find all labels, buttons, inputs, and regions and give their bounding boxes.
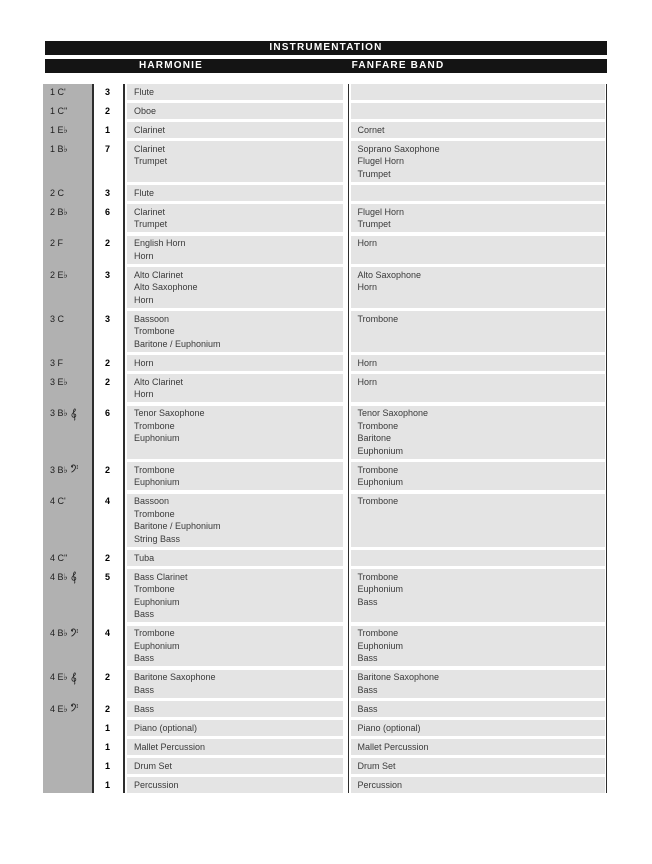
pitch-label: 1 C'' bbox=[50, 105, 68, 116]
table-row bbox=[43, 311, 608, 352]
pitch-label: 4 E♭ bbox=[50, 703, 68, 714]
instrument-name: Mallet Percussion bbox=[357, 741, 429, 752]
table-row bbox=[43, 494, 608, 547]
pitch-label-cell bbox=[43, 494, 92, 547]
pitch-label-cell bbox=[43, 204, 92, 232]
pitch-label-cell bbox=[43, 758, 92, 774]
instrument-name: Alto Saxophone bbox=[134, 282, 198, 292]
instrument-name: English Horn bbox=[134, 238, 186, 248]
pitch-label-cell bbox=[43, 311, 92, 352]
instrument-name: Clarinet bbox=[134, 143, 166, 154]
part-count: 1 bbox=[105, 741, 111, 752]
page-title: INSTRUMENTATION bbox=[269, 42, 383, 53]
table-row bbox=[43, 462, 608, 490]
pitch-label-cell bbox=[43, 355, 92, 371]
part-count: 3 bbox=[105, 269, 111, 280]
harmonie-cell bbox=[127, 462, 343, 490]
instrument-name: Clarinet bbox=[134, 206, 166, 217]
instrument-name: Percussion bbox=[134, 779, 179, 790]
table-row bbox=[43, 84, 608, 100]
part-count: 6 bbox=[105, 206, 111, 217]
pitch-label: 3 F bbox=[50, 357, 64, 368]
fanfare-cell bbox=[351, 236, 605, 264]
table-row bbox=[43, 777, 608, 793]
instrument-name: Drum Set bbox=[134, 760, 173, 771]
fanfare-cell bbox=[351, 494, 605, 547]
harmonie-cell bbox=[127, 758, 343, 774]
instrument-name: Bass bbox=[357, 703, 378, 714]
part-count: 6 bbox=[105, 408, 111, 418]
instrument-name: Baritone / Euphonium bbox=[134, 338, 221, 349]
table-row bbox=[43, 374, 608, 402]
instrument-name: Piano (optional) bbox=[134, 722, 198, 733]
instrument-name: Euphonium bbox=[134, 433, 180, 443]
instrument-name: Horn bbox=[134, 357, 154, 368]
pitch-label: 2 B♭ bbox=[50, 206, 68, 217]
instrument-name: Tuba bbox=[134, 552, 155, 563]
part-count: 4 bbox=[105, 496, 111, 506]
fanfare-cell bbox=[351, 626, 605, 667]
part-count: 2 bbox=[105, 376, 111, 387]
instrument-name: Trombone bbox=[357, 628, 399, 638]
instrument-name: Trombone bbox=[134, 628, 175, 638]
instrument-name: Trumpet bbox=[357, 168, 391, 179]
part-count: 1 bbox=[105, 722, 111, 733]
instrument-name: Bass bbox=[357, 684, 378, 695]
table-row bbox=[43, 236, 608, 264]
instrument-name: Soprano Saxophone bbox=[357, 143, 440, 154]
instrument-name: Horn bbox=[357, 282, 378, 292]
pitch-label: 2 F bbox=[50, 238, 64, 248]
table-row bbox=[43, 569, 608, 622]
instrument-name: Trumpet bbox=[134, 156, 168, 166]
table-row bbox=[43, 122, 608, 138]
column-header-fanfare: FANFARE BAND bbox=[351, 60, 445, 71]
instrument-name: Piano (optional) bbox=[357, 722, 421, 733]
instrument-name: Bass bbox=[357, 596, 378, 607]
pitch-label-cell bbox=[43, 720, 92, 736]
pitch-label: 4 B♭ bbox=[50, 571, 68, 582]
harmonie-cell bbox=[127, 84, 343, 100]
part-count: 2 bbox=[105, 357, 111, 368]
harmonie-cell bbox=[127, 267, 343, 308]
harmonie-cell bbox=[127, 777, 343, 793]
instrument-name: Baritone Saxophone bbox=[134, 672, 216, 682]
pitch-label: 3 B♭ bbox=[50, 464, 68, 475]
instrument-name: Euphonium bbox=[357, 477, 404, 487]
instrument-name: Euphonium bbox=[134, 596, 180, 607]
pitch-label: 4 C'' bbox=[50, 552, 68, 563]
bass-clef-icon bbox=[70, 703, 79, 712]
fanfare-cell bbox=[351, 550, 605, 566]
instrument-name: Horn bbox=[134, 250, 154, 261]
instrument-name: Horn bbox=[357, 238, 378, 248]
instrument-name: Trombone bbox=[134, 584, 175, 594]
pitch-label: 3 C bbox=[50, 313, 65, 324]
treble-clef-icon bbox=[70, 571, 77, 584]
fanfare-cell bbox=[351, 777, 605, 793]
harmonie-cell bbox=[127, 406, 343, 459]
pitch-label: 1 C' bbox=[50, 86, 66, 97]
part-count: 5 bbox=[105, 571, 111, 582]
instrument-name: Drum Set bbox=[357, 760, 396, 771]
table-row bbox=[43, 670, 608, 698]
pitch-label-cell bbox=[43, 701, 92, 717]
instrument-name: Horn bbox=[134, 294, 154, 305]
instrument-name: Baritone bbox=[357, 433, 392, 443]
instrument-name: Baritone Saxophone bbox=[357, 672, 440, 682]
fanfare-cell bbox=[351, 355, 605, 371]
pitch-label: 2 E♭ bbox=[50, 269, 68, 280]
treble-clef-icon bbox=[70, 408, 77, 421]
bass-clef-icon bbox=[70, 628, 79, 637]
table-row bbox=[43, 103, 608, 119]
instrument-name: Clarinet bbox=[134, 124, 166, 135]
harmonie-cell bbox=[127, 550, 343, 566]
fanfare-cell bbox=[351, 406, 605, 459]
pitch-label: 4 E♭ bbox=[50, 672, 68, 682]
part-count: 2 bbox=[105, 703, 111, 714]
pitch-label-cell bbox=[43, 462, 92, 490]
table-row bbox=[43, 267, 608, 308]
harmonie-cell bbox=[127, 670, 343, 698]
fanfare-cell bbox=[351, 758, 605, 774]
harmonie-cell bbox=[127, 185, 343, 201]
instrument-name: Trumpet bbox=[357, 219, 391, 229]
instrument-name: Trombone bbox=[357, 571, 399, 582]
instrument-name: Flute bbox=[134, 86, 155, 97]
pitch-label-cell bbox=[43, 267, 92, 308]
fanfare-cell bbox=[351, 701, 605, 717]
table-row bbox=[43, 406, 608, 459]
fanfare-cell bbox=[351, 462, 605, 490]
part-count: 2 bbox=[105, 464, 111, 475]
table-row bbox=[43, 204, 608, 232]
instrument-name: Trombone bbox=[357, 464, 399, 475]
harmonie-cell bbox=[127, 141, 343, 182]
instrument-name: String Bass bbox=[134, 533, 181, 544]
harmonie-cell bbox=[127, 122, 343, 138]
instrumentation-table bbox=[43, 84, 608, 793]
harmonie-cell bbox=[127, 311, 343, 352]
part-count: 1 bbox=[105, 124, 111, 135]
bass-clef-icon bbox=[70, 464, 79, 473]
fanfare-cell bbox=[351, 569, 605, 622]
pitch-label: 4 C' bbox=[50, 496, 66, 506]
instrument-name: Alto Clarinet bbox=[134, 376, 184, 387]
instrument-name: Bass bbox=[134, 609, 155, 619]
pitch-label-cell bbox=[43, 670, 92, 698]
fanfare-cell bbox=[351, 185, 605, 201]
harmonie-cell bbox=[127, 720, 343, 736]
pitch-label-cell bbox=[43, 122, 92, 138]
instrument-name: Trumpet bbox=[134, 219, 168, 229]
instrument-name: Mallet Percussion bbox=[134, 741, 206, 752]
pitch-label-cell bbox=[43, 141, 92, 182]
pitch-label-cell bbox=[43, 626, 92, 667]
pitch-label: 4 B♭ bbox=[50, 628, 68, 638]
part-count: 3 bbox=[105, 187, 111, 198]
table-row bbox=[43, 550, 608, 566]
instrument-name: Trombone bbox=[134, 420, 175, 431]
instrument-name: Bass bbox=[134, 653, 155, 663]
instrument-name: Horn bbox=[357, 357, 378, 368]
instrument-name: Trombone bbox=[134, 326, 175, 336]
pitch-label-cell bbox=[43, 406, 92, 459]
pitch-label-cell bbox=[43, 569, 92, 622]
instrument-name: Trombone bbox=[357, 420, 399, 431]
column-header-harmonie: HARMONIE bbox=[138, 60, 204, 71]
table-row bbox=[43, 701, 608, 717]
pitch-label: 3 E♭ bbox=[50, 376, 68, 387]
instrument-name: Euphonium bbox=[357, 445, 404, 456]
fanfare-cell bbox=[351, 311, 605, 352]
table-row bbox=[43, 355, 608, 371]
table-row bbox=[43, 626, 608, 667]
instrument-name: Trombone bbox=[134, 508, 175, 519]
harmonie-cell bbox=[127, 626, 343, 667]
harmonie-cell bbox=[127, 701, 343, 717]
column-header-bar bbox=[45, 59, 607, 73]
instrument-name: Euphonium bbox=[134, 477, 180, 487]
instrument-name: Euphonium bbox=[134, 640, 180, 651]
table-row bbox=[43, 185, 608, 201]
instrument-name: Bass bbox=[357, 653, 378, 663]
treble-clef-icon bbox=[70, 672, 77, 685]
pitch-label-cell bbox=[43, 84, 92, 100]
part-count: 3 bbox=[105, 313, 111, 324]
fanfare-cell bbox=[351, 374, 605, 402]
pitch-label: 3 B♭ bbox=[50, 408, 68, 418]
pitch-label-cell bbox=[43, 550, 92, 566]
harmonie-cell bbox=[127, 204, 343, 232]
pitch-label-cell bbox=[43, 185, 92, 201]
instrument-name: Baritone / Euphonium bbox=[134, 521, 221, 531]
fanfare-cell bbox=[351, 204, 605, 232]
part-count: 2 bbox=[105, 105, 111, 116]
instrument-name: Trombone bbox=[357, 313, 399, 324]
fanfare-cell bbox=[351, 720, 605, 736]
instrument-name: Horn bbox=[134, 389, 154, 399]
part-count: 7 bbox=[105, 143, 111, 154]
harmonie-cell bbox=[127, 494, 343, 547]
harmonie-cell bbox=[127, 739, 343, 755]
instrument-name: Trombone bbox=[134, 464, 175, 475]
instrument-name: Alto Saxophone bbox=[357, 269, 422, 280]
instrument-name: Tenor Saxophone bbox=[134, 408, 205, 418]
pitch-label: 1 E♭ bbox=[50, 124, 68, 135]
harmonie-cell bbox=[127, 236, 343, 264]
part-count: 1 bbox=[105, 760, 111, 771]
pitch-label-cell bbox=[43, 739, 92, 755]
harmonie-cell bbox=[127, 103, 343, 119]
instrument-name: Flugel Horn bbox=[357, 156, 405, 166]
instrument-name: Alto Clarinet bbox=[134, 269, 184, 280]
instrument-name: Horn bbox=[357, 376, 378, 387]
part-count: 3 bbox=[105, 86, 111, 97]
table-row bbox=[43, 141, 608, 182]
instrument-name: Trombone bbox=[357, 496, 399, 506]
instrument-name: Bass Clarinet bbox=[134, 571, 188, 582]
fanfare-cell bbox=[351, 103, 605, 119]
instrument-name: Flute bbox=[134, 187, 155, 198]
table-row bbox=[43, 758, 608, 774]
instrument-name: Bassoon bbox=[134, 496, 170, 506]
part-count: 2 bbox=[105, 238, 111, 248]
instrument-name: Oboe bbox=[134, 105, 157, 116]
fanfare-cell bbox=[351, 739, 605, 755]
table-row bbox=[43, 720, 608, 736]
table-row bbox=[43, 739, 608, 755]
instrumentation-document bbox=[43, 41, 608, 793]
pitch-label-cell bbox=[43, 777, 92, 793]
instrument-name: Bassoon bbox=[134, 313, 170, 324]
harmonie-cell bbox=[127, 374, 343, 402]
fanfare-cell bbox=[351, 141, 605, 182]
instrument-name: Bass bbox=[134, 703, 155, 714]
harmonie-cell bbox=[127, 355, 343, 371]
instrument-name: Percussion bbox=[357, 779, 403, 790]
part-count: 1 bbox=[105, 779, 111, 790]
instrument-name: Euphonium bbox=[357, 584, 404, 594]
pitch-label-cell bbox=[43, 236, 92, 264]
fanfare-cell bbox=[351, 122, 605, 138]
instrument-name: Tenor Saxophone bbox=[357, 408, 429, 418]
fanfare-cell bbox=[351, 267, 605, 308]
pitch-label-cell bbox=[43, 374, 92, 402]
fanfare-cell bbox=[351, 84, 605, 100]
part-count: 4 bbox=[105, 628, 111, 638]
instrument-name: Cornet bbox=[357, 124, 385, 135]
pitch-label-cell bbox=[43, 103, 92, 119]
part-count: 2 bbox=[105, 552, 111, 563]
part-count: 2 bbox=[105, 672, 111, 682]
pitch-label: 2 C bbox=[50, 187, 65, 198]
fanfare-cell bbox=[351, 670, 605, 698]
instrument-name: Flugel Horn bbox=[357, 206, 405, 217]
instrument-name: Euphonium bbox=[357, 640, 404, 651]
harmonie-cell bbox=[127, 569, 343, 622]
instrument-name: Bass bbox=[134, 684, 155, 695]
pitch-label: 1 B♭ bbox=[50, 143, 68, 154]
title-bar bbox=[45, 41, 607, 55]
